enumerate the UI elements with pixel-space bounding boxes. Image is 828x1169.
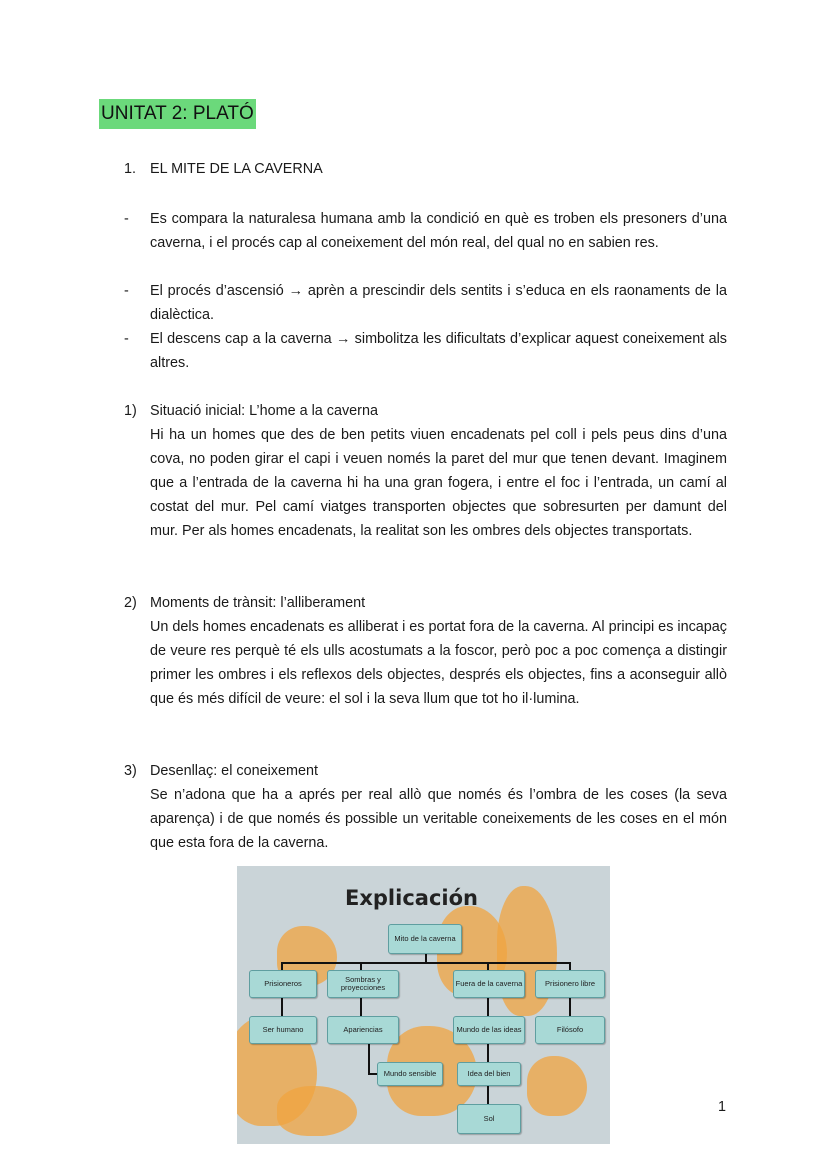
bullet-text: El procés d’ascensió → aprèn a prescindir dels sentits i s’educa en els raonaments de la dialèctica.: [150, 283, 727, 323]
item-heading: Moments de trànsit: l’alliberament: [150, 595, 366, 611]
node-idea-bien: Idea del bien: [457, 1062, 521, 1086]
item-heading: Situació inicial: L’home a la caverna: [150, 403, 378, 419]
map-landmass: [277, 1086, 357, 1136]
node-mundo-ideas: Mundo de las ideas: [453, 1016, 525, 1044]
section-title: EL MITE DE LA CAVERNA: [150, 161, 323, 177]
document-title: UNITAT 2: PLATÓ: [99, 99, 256, 129]
bullet-item: [124, 327, 727, 375]
node-mundo-sensible: Mundo sensible: [377, 1062, 443, 1086]
connector-line: [281, 996, 283, 1016]
connector-line: [487, 996, 489, 1016]
connector-line: [281, 962, 571, 964]
node-sol: Sol: [457, 1104, 521, 1134]
node-filosofo: Filósofo: [535, 1016, 605, 1044]
bullet-text: Es compara la naturalesa humana amb la condició en què es troben els presoners d’una caverna, i el procés cap al coneixement del món real, del qual no en sabien res.: [150, 211, 727, 251]
node-apariencias: Apariencias: [327, 1016, 399, 1044]
item-text: Un dels homes encadenats es alliberat i es portat fora de la caverna. Al principi es incapaç de veure res perquè té els ulls acostumats a la foscor, però poc a poc comença a distingir primer les ombres i els reflexos dels objectes, després els objectes, fins a aconseguir allò que és més difícil de veure: el sol i la seva llum que tot ho il·lumina.: [150, 619, 727, 707]
node-fuera-caverna: Fuera de la caverna: [453, 970, 525, 998]
map-landmass: [527, 1056, 587, 1116]
bullet-text: El descens cap a la caverna → simbolitza les dificultats d’explicar aquest coneixement als altres.: [150, 331, 727, 371]
connector-line: [281, 962, 283, 970]
item-number: 3): [124, 763, 137, 779]
bullet-item: [124, 279, 727, 327]
section-heading: [124, 161, 323, 177]
page-number: 1: [718, 1099, 727, 1115]
node-mito-caverna: Mito de la caverna: [388, 924, 462, 954]
item-number: 2): [124, 595, 137, 611]
bullet-item: [124, 207, 727, 279]
connector-line: [569, 996, 571, 1016]
node-sombras: Sombras y proyecciones: [327, 970, 399, 998]
section-number: 1.: [124, 161, 137, 177]
item-number: 1): [124, 403, 137, 419]
bullet-dash: -: [124, 283, 129, 299]
connector-line: [360, 962, 362, 970]
node-prisionero-libre: Prisionero libre: [535, 970, 605, 998]
node-prisioneros: Prisioneros: [249, 970, 317, 998]
diagram-title: Explicación: [345, 886, 478, 910]
item-text: Se n’adona que ha a aprés per real allò que només és l’ombra de les coses (la seva aparença) i de que només és possible un veritable coneixements de les coses en el món que esta fora de la caverna.: [150, 787, 727, 851]
concept-map-image: [237, 866, 610, 1144]
node-ser-humano: Ser humano: [249, 1016, 317, 1044]
bullet-dash: -: [124, 331, 129, 347]
connector-line: [487, 962, 489, 970]
bullet-dash: -: [124, 211, 129, 227]
connector-line: [569, 962, 571, 970]
item-text: Hi ha un homes que des de ben petits viuen encadenats pel coll i pels peus dins d’una cova, no poden girar el capi i veuen només la paret del mur que tenen devant. Imaginem que a l’entrada de la caverna hi ha una gran fogera, i entre el foc i l’entrada, un camí al costat del mur. Pel camí viatges transporten objectes que sobresurten per damunt del mur. Per als homes encadenats, la realitat son les ombres dels objectes transportats.: [150, 427, 727, 539]
connector-line: [360, 996, 362, 1016]
item-heading: Desenllaç: el coneixement: [150, 763, 318, 779]
connector-line: [487, 1042, 489, 1062]
connector-line: [487, 1084, 489, 1104]
connector-line: [368, 1042, 370, 1074]
